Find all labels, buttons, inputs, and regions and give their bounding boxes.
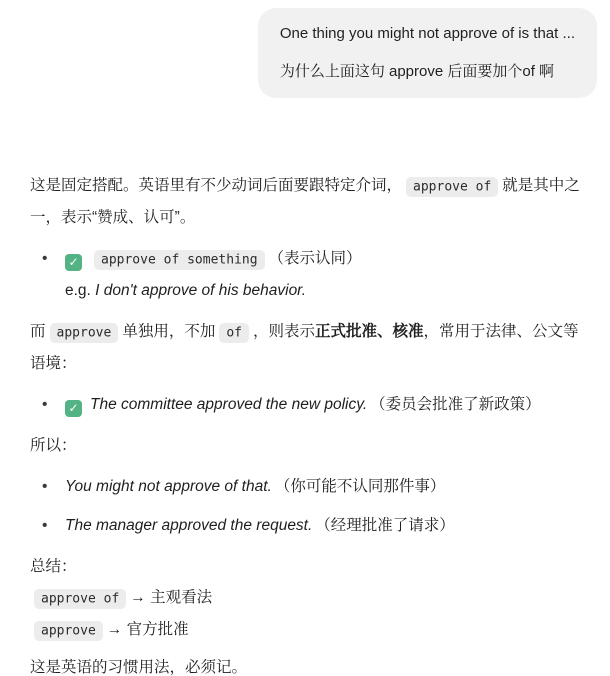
list-item-content: [65, 389, 588, 420]
translation-text: （经理批准了请求）: [315, 517, 455, 534]
translation-text: （你可能不认同那件事）: [274, 478, 446, 495]
closing-paragraph: 这是英语的习惯用法，必须记。: [30, 659, 248, 676]
check-icon: [65, 254, 82, 271]
conclusion-list: [30, 471, 588, 541]
assistant-message: [30, 170, 588, 676]
text-segment: → 官方批准: [106, 621, 189, 638]
inline-code-approve-of: approve of: [406, 177, 498, 197]
example-line: [65, 510, 588, 541]
user-message-text-zh: 为什么上面这句 approve 后面要加个of 啊: [279, 63, 555, 80]
inline-code-approve-of-something: approve of something: [94, 250, 265, 270]
list-item: [30, 471, 588, 502]
check-glyph: ✓: [68, 401, 79, 415]
text-segment: 单独用，不加: [122, 323, 216, 340]
summary-line-approve: [30, 614, 588, 646]
inline-code-approve: approve: [50, 323, 119, 343]
text-segment: 而: [30, 323, 46, 340]
approve-alone-list: [30, 389, 588, 420]
list-item-content: [65, 471, 588, 502]
example-sentence: The committee approved the new policy.: [90, 396, 368, 413]
approve-of-list: [30, 243, 588, 306]
list-item: [30, 243, 588, 306]
text-segment: 就是其中之一，表示“赞成、认可”。: [30, 177, 580, 226]
translation-text: （委员会批准了新政策）: [370, 396, 541, 413]
bold-text: 正式批准、核准: [315, 323, 424, 340]
user-message-bubble: [258, 8, 597, 98]
check-icon: [65, 400, 82, 417]
bullet-marker: •: [42, 517, 48, 534]
list-item: [30, 510, 588, 541]
text-segment: ，则表示: [252, 323, 315, 340]
check-glyph: ✓: [68, 255, 79, 269]
list-item: [30, 389, 588, 420]
list-item-content: [65, 243, 588, 306]
example-line: [65, 471, 588, 502]
example-sentence: You might not approve of that.: [65, 478, 272, 495]
eg-label: e.g.: [65, 282, 96, 299]
text-segment: ，常用于法律、公文等语境：: [30, 323, 579, 372]
text-segment: → 主观看法: [130, 589, 213, 606]
pattern-line: [65, 243, 588, 275]
text-segment: （表示认同）: [268, 250, 362, 267]
example-sentence: I don't approve of his behavior.: [95, 282, 307, 299]
bullet-marker: •: [42, 396, 48, 413]
summary-heading: 总结：: [30, 558, 77, 575]
example-line: [65, 275, 588, 306]
example-sentence: The manager approved the request.: [65, 517, 313, 534]
pattern-line: [65, 389, 588, 420]
summary-line-approve-of: [30, 582, 588, 614]
list-item-content: [65, 510, 588, 541]
so-heading: 所以：: [30, 437, 77, 454]
inline-code-of: of: [219, 323, 249, 343]
text-segment: 这是固定搭配。英语里有不少动词后面要跟特定介词，: [30, 177, 403, 194]
inline-code-approve-of: approve of: [34, 589, 126, 609]
approve-alone-paragraph: [30, 316, 588, 379]
bullet-marker: •: [42, 478, 48, 495]
intro-paragraph: [30, 170, 588, 233]
bullet-marker: •: [42, 250, 48, 267]
user-message-text-en: One thing you might not approve of is that ...: [279, 25, 575, 42]
inline-code-approve: approve: [34, 621, 103, 641]
